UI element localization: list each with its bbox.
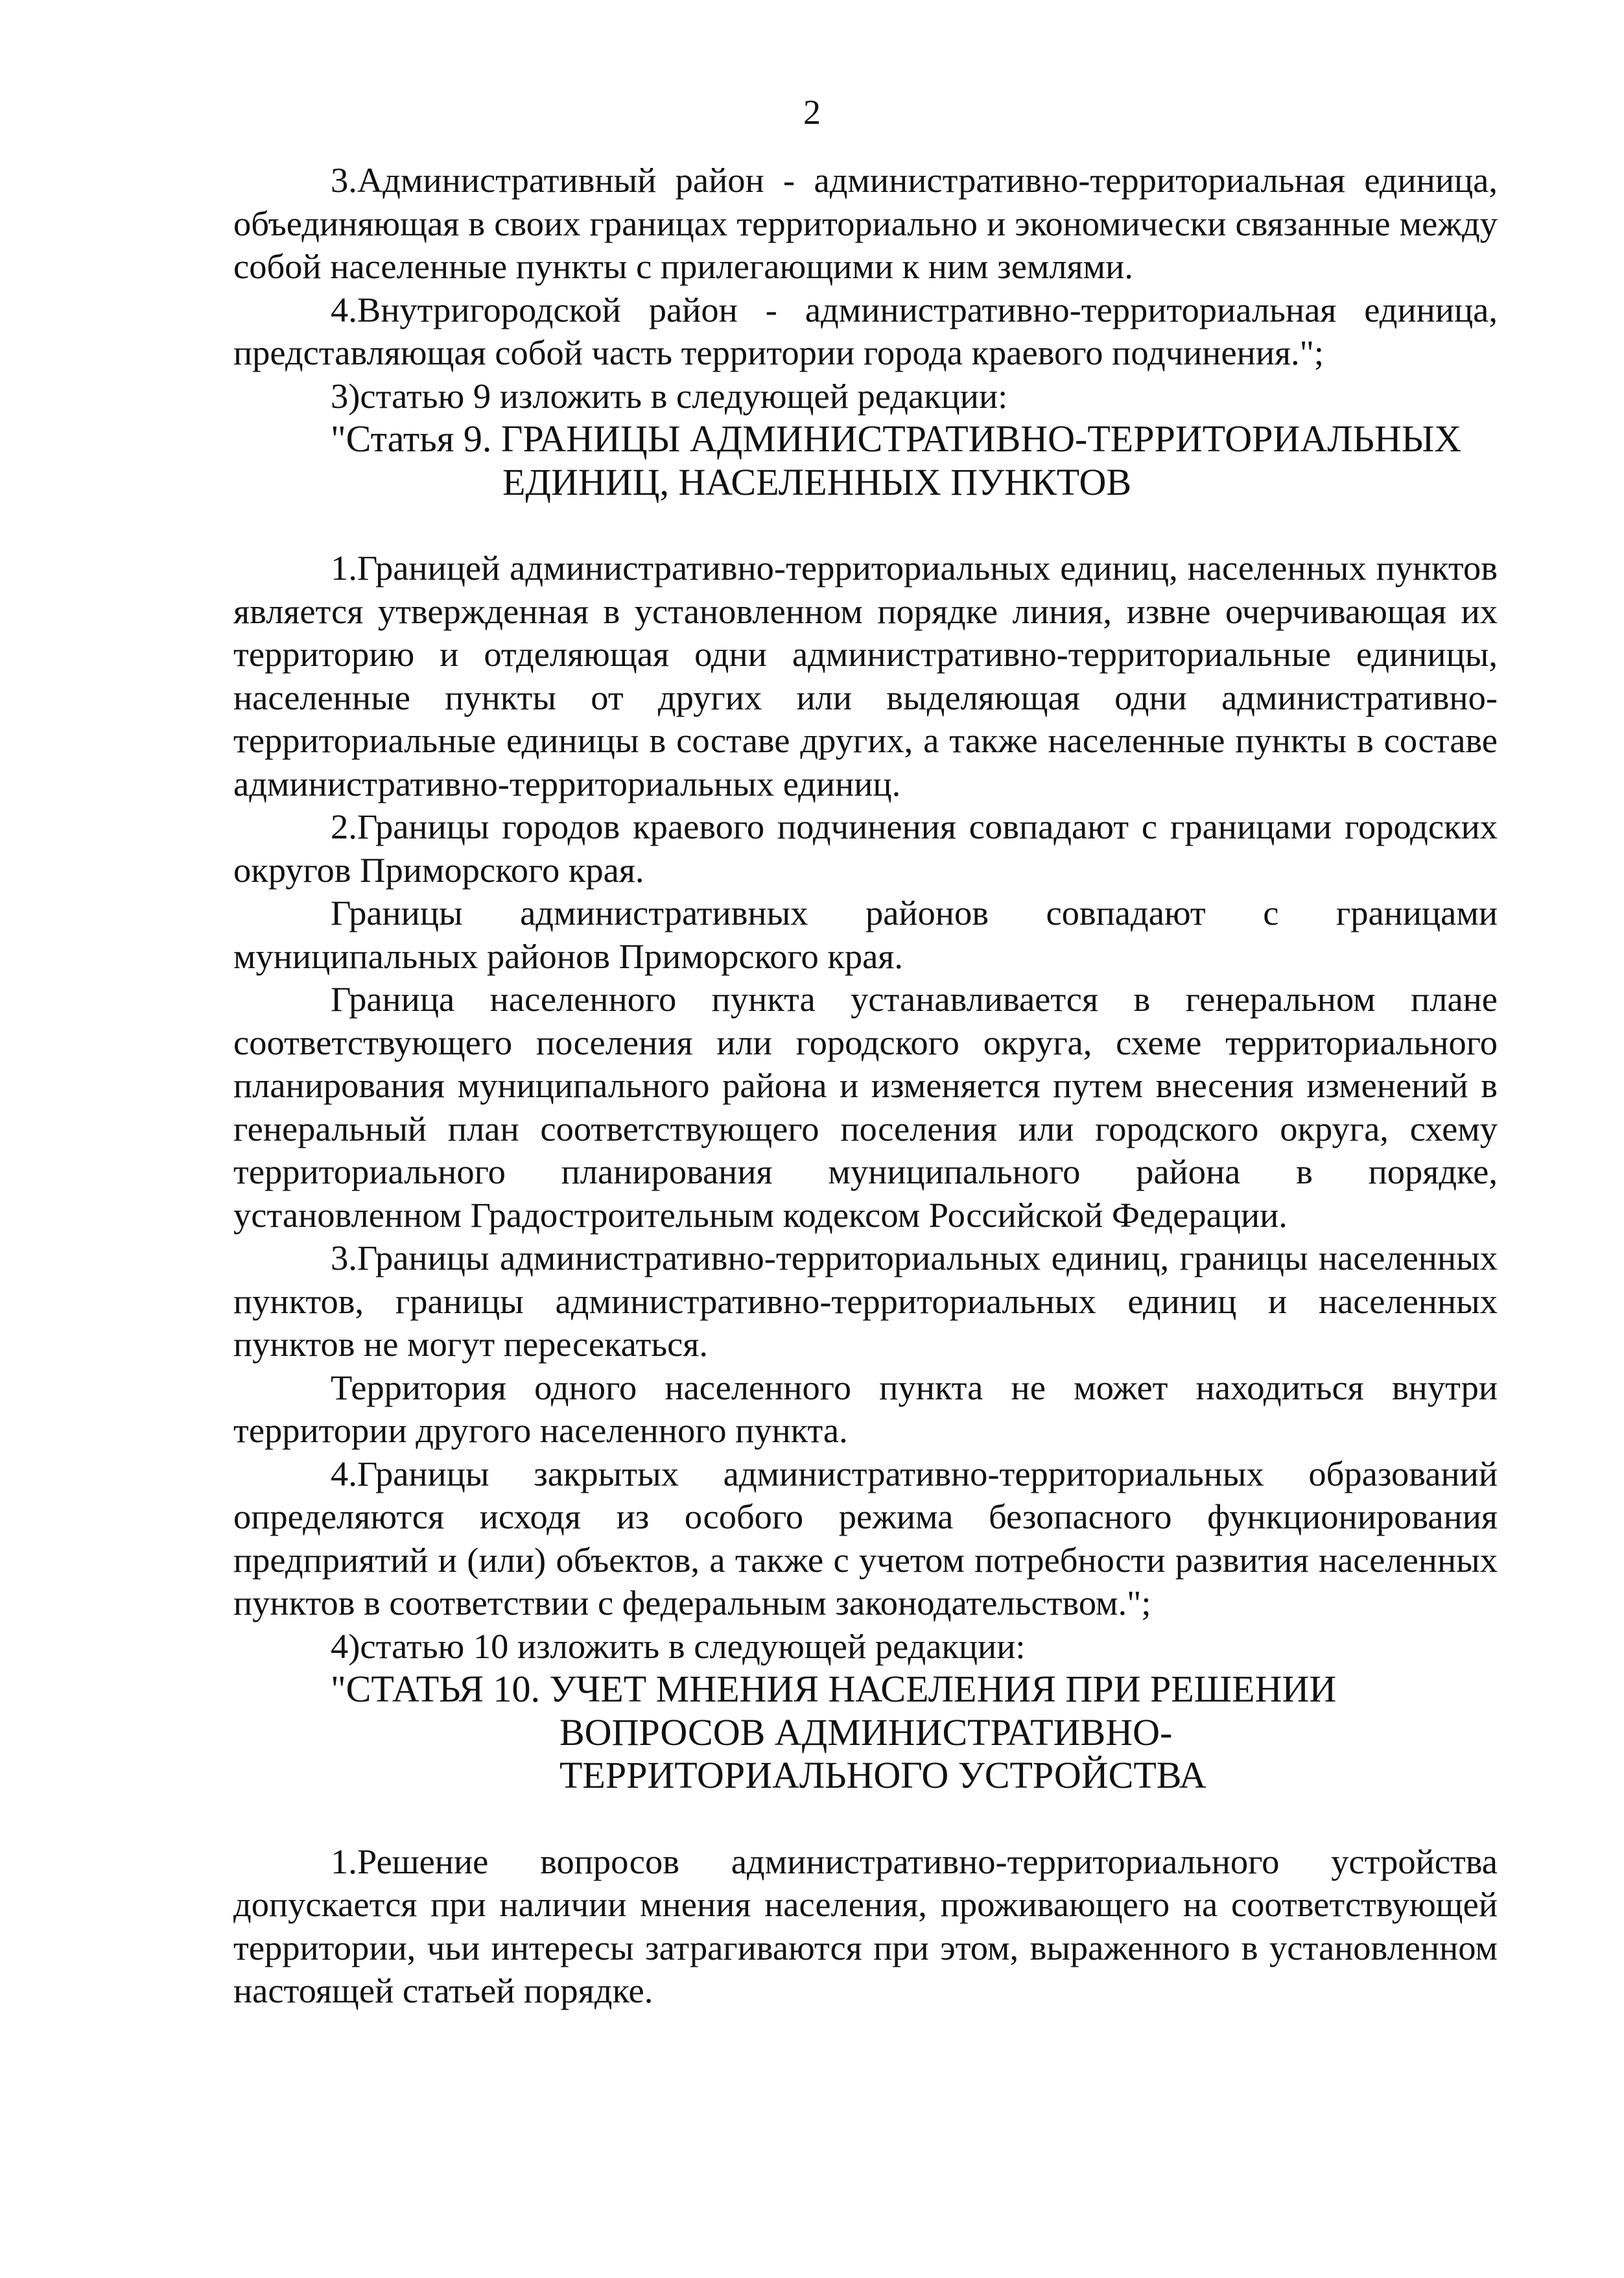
article-10-heading-line-3: ТЕРРИТОРИАЛЬНОГО УСТРОЙСТВА <box>559 1754 1206 1796</box>
paragraph-intracity-district: 4.Внутригородской район - административно-территориальная единица, представляющая собой часть территории города краевого подчинения."; <box>233 289 1498 372</box>
article-9-heading-line-1: "Статья 9. ГРАНИЦЫ АДМИНИСТРАТИВНО-ТЕРРИТОРИАЛЬНЫХ <box>331 418 1462 460</box>
paragraph-administrative-district: 3.Административный район - административно-территориальная единица, объединяющая в своих границах территориально и экономически связанные между собой населенные пункты с прилегающими к ним землями. <box>233 160 1498 286</box>
article-10-heading-line-1: "СТАТЬЯ 10. УЧЕТ МНЕНИЯ НАСЕЛЕНИЯ ПРИ РЕШЕНИИ <box>331 1668 1337 1710</box>
spacer <box>233 1797 1498 1840</box>
article-9-paragraph: 1.Границей административно-территориальных единиц, населенных пунктов является утвержденная в установленном порядке линия, извне очерчивающая их территорию и отделяющая одни административно-территориальные единицы, населенные пункты от других или выделяющая одни административно-территориальные единицы в составе других, а также населенные пункты в составе административно-территориальных единиц. <box>233 548 1498 803</box>
paragraph-amend-article-9: 3)статью 9 изложить в следующей редакции: <box>331 375 1008 416</box>
article-10-heading <box>233 1668 1498 1797</box>
article-9-paragraph: 2.Границы городов краевого подчинения совпадают с границами городских округов Приморского края. <box>233 807 1498 890</box>
article-10-paragraph: 1.Решение вопросов административно-территориального устройства допускается при наличии мнения населения, проживающего на соответствующей территории, чьи интересы затрагиваются при этом, выраженного в установленном настоящей статьей порядке. <box>233 1841 1498 2010</box>
article-9-paragraph: 3.Границы административно-территориальных единиц, границы населенных пунктов, границы административно-территориальных единиц и населенных пунктов не могут пересекаться. <box>233 1238 1498 1364</box>
page-number: 2 <box>803 93 821 132</box>
article-9-paragraph: Границы административных районов совпадают с границами муниципальных районов Приморского края. <box>233 893 1498 976</box>
article-9-paragraph: 4.Границы закрытых административно-территориальных образований определяются исходя из особого режима безопасного функционирования предприятий и (или) объектов, а также с учетом потребности развития населенных пунктов в соответствии с федеральным законодательством."; <box>233 1453 1498 1622</box>
paragraph-amend-article-10: 4)статью 10 изложить в следующей редакции: <box>331 1626 1026 1666</box>
article-9-heading-line-2: ЕДИНИЦ, НАСЕЛЕННЫХ ПУНКТОВ <box>502 460 1132 503</box>
article-9-heading <box>233 418 1498 504</box>
article-9-paragraph: Территория одного населенного пункта не может находиться внутри территории другого населенного пункта. <box>233 1367 1498 1450</box>
article-9-paragraph: Граница населенного пункта устанавливается в генеральном плане соответствующего поселения или городского округа, схеме территориального планирования муниципального района и изменяется путем внесения изменений в генеральный план соответствующего поселения или городского округа, схему территориального планирования муниципального района в порядке, установленном Градостроительным кодексом Российской Федерации. <box>233 979 1498 1235</box>
article-10-heading-line-2: ВОПРОСОВ АДМИНИСТРАТИВНО- <box>559 1711 1173 1753</box>
document-body <box>233 159 1498 2013</box>
spacer <box>233 504 1498 547</box>
